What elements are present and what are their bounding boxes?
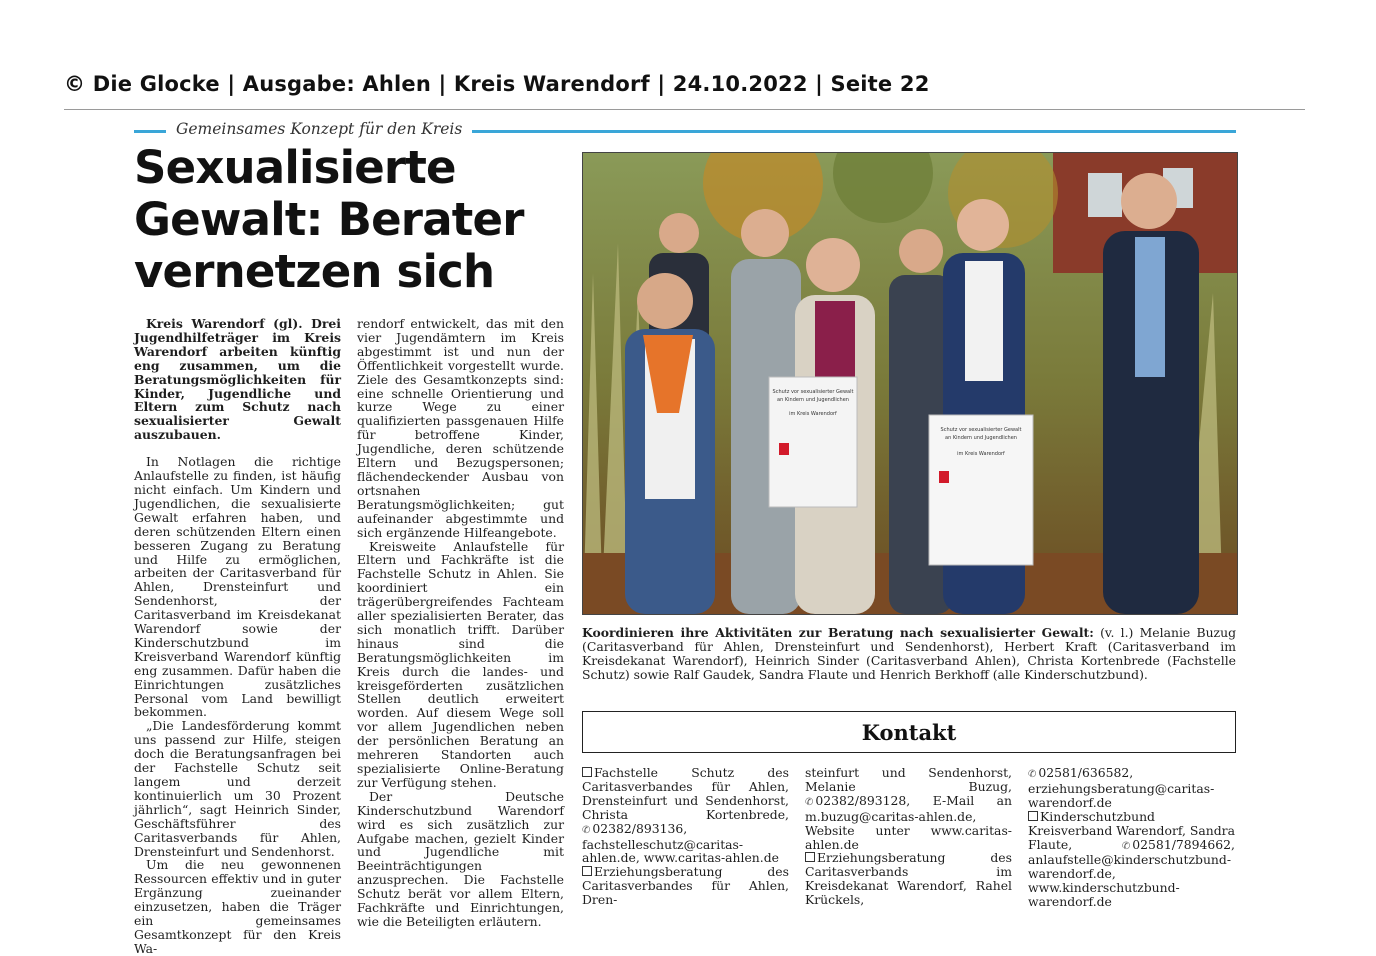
poster-text: an Kindern und Jugendlichen [945,435,1017,441]
article-headline [134,142,574,298]
kicker-rule-left [134,130,166,133]
poster-text: im Kreis Warendorf [957,451,1005,457]
article-photo [582,152,1238,615]
headline-line-3: vernetzen sich [134,245,495,298]
headline-line-2: Gewalt: Berater [134,193,524,246]
square-bullet-icon [582,767,592,777]
kicker-text: Gemeinsames Konzept für den Kreis [176,120,463,138]
poster-text: im Kreis Warendorf [789,411,837,417]
page-header: © Die Glocke | Ausgabe: Ahlen | Kreis Warendorf | 24.10.2022 | Seite 22 [64,72,930,96]
article-column-1 [134,317,341,956]
square-bullet-icon [582,866,592,876]
kontakt-entry: Fachstelle Schutz des Caritasverbandes für Ahlen, Drensteinfurt und Sendenhorst, Christa Kortenbrede, [582,765,789,822]
phone-icon: ✆ [805,796,814,808]
headline-line-1: Sexualisierte [134,141,456,194]
phone-icon: ✆ [582,824,591,836]
caption-bold: Koordinieren ihre Aktivitäten zur Beratung nach sexualisierter Gewalt: [582,625,1094,640]
poster-text: Schutz vor sexualisierter Gewalt [940,427,1022,433]
poster-text: an Kindern und Jugendlichen [777,397,849,403]
header-divider [64,109,1305,110]
article-paragraph: Um die neu gewonnenen Ressourcen effektiv und in guter Ergänzung zueinander einzusetzen, haben die Träger ein gemeinsames Gesamtkonzept für den Kreis Wa- [134,857,341,956]
kontakt-entry: 02581/7894662, anlaufstelle@kinderschutzbund-warendorf.de, www.kinderschutzbund-warendorf.de [1028,836,1235,910]
phone-icon: ✆ [1121,840,1131,852]
article-paragraph: In Notlagen die richtige Anlaufstelle zu finden, ist häufig nicht einfach. Um Kindern und Jugendlichen, die sexualisierte Gewalt erfahren haben, und deren schützenden Eltern einen besseren Zugang zu Beratung und Hilfe zu ermöglichen, arbeiten der Caritasverband für Ahlen, Drensteinfurt und Sendenhorst, der Caritasverband im Kreisdekanat Warendorf sowie der Kinderschutzbund im Kreisverband Warendorf künftig eng zusammen. Dafür haben die Einrichtungen zusätzliches Personal vom Land bewilligt bekommen. [134,454,341,720]
article-paragraph: „Die Landesförderung kommt uns passend zur Hilfe, steigen doch die Beratungsanfragen bei der Fachstelle Schutz seit langem und derzeit kontinuierlich um 30 Prozent jährlich“, sagt Heinrich Sinder, Geschäftsführer des Caritasverbands für Ahlen, Drensteinfurt und Sendenhorst. [134,718,341,859]
kontakt-entry: 02581/636582, erziehungsberatung@caritas-warendorf.de [1028,765,1215,810]
photo-caption [582,626,1236,682]
kontakt-entry: 02382/893136, fachstelleschutz@caritas-ahlen.de, www.caritas-ahlen.de [582,820,779,866]
kontakt-entry: steinfurt und Sendenhorst, Melanie Buzug, [805,765,1012,794]
article-paragraph: rendorf entwickelt, das mit den vier Jugendämtern im Kreis abgestimmt ist und nun der Öffentlichkeit vorgestellt wurde. Ziele des Gesamtkonzepts sind: eine schnelle Orientierung und kurze Wege zu einer qualifizierten passgenauen Hilfe für betroffene Kinder, Jugendliche, deren schützende Eltern und Bezugspersonen; flächendeckender Ausbau von ortsnahen Beratungsmöglichkeiten; gut aufeinander abgestimmte und sich ergänzende Hilfeangebote. [357,316,564,540]
article-kicker [134,120,1236,142]
kontakt-entry: 02382/893128, E-Mail an m.buzug@caritas-ahlen.de, Website unter www.caritas-ahlen.de [805,792,1012,852]
kontakt-entry: Erziehungsberatung des Caritasverbandes für Ahlen, Dren- [582,864,789,908]
article-paragraph: Der Deutsche Kinderschutzbund Warendorf wird es sich zusätzlich zur Aufgabe machen, gezielt Kinder und Jugendliche mit Beeinträchtigungen anzusprechen. Die Fachstelle Schutz berät vor allem Eltern, Fachkräfte und Einrichtungen, wie die Beteiligten erläutern. [357,788,564,929]
kontakt-title: Kontakt [582,711,1236,753]
kontakt-column-2 [805,766,1012,907]
article-lead: Kreis Warendorf (gl). Drei Jugendhilfeträger im Kreis Warendorf arbeiten künftig eng zusammen, um die Beratungsmöglichkeiten für Kinder, Jugendliche und Eltern zum Schutz nach sexualisierter Gewalt auszubauen. [134,316,341,443]
kontakt-column-3 [1028,766,1235,909]
kontakt-column-1 [582,766,789,907]
kicker-rule-right [472,130,1236,133]
kontakt-entry: Erziehungsberatung des Caritasverbands im Kreisdekanat Warendorf, Rahel Krückels, [805,850,1012,908]
square-bullet-icon [1028,811,1038,821]
caption-text: (v. l.) Melanie Buzug (Caritasverband für Ahlen, Drensteinfurt und Sendenhorst), Herbert Kraft (Caritasverband im Kreisdekanat Warendorf), Heinrich Sinder (Caritasverband Ahlen), Christa Kortenbrede (Fachstelle Schutz) sowie Ralf Gaudek, Sandra Flaute und Henrich Berkhoff (alle Kinderschutzbund). [582,625,1236,682]
poster-text: Schutz vor sexualisierter Gewalt [772,389,854,395]
group-photo-illustration [583,153,1237,614]
article-paragraph: Kreisweite Anlaufstelle für Eltern und Fachkräfte ist die Fachstelle Schutz in Ahlen. Sie koordiniert ein trägerübergreifendes Fachteam aller spezialisierten Berater, das sich monatlich trifft. Darüber hinaus sind die Beratungsmöglichkeiten im Kreis durch die landes- und kreisgeförderten zusätzlichen Stellen deutlich erweitert worden. Auf diesem Wege soll vor allem Jugendlichen neben der persönlichen Beratung an mehreren Standorten auch spezialisierte Online-Beratung zur Verfügung stehen. [357,538,564,790]
kontakt-entry: Kinderschutzbund Kreisverband Warendorf, Sandra Flaute, [1028,808,1235,852]
phone-icon: ✆ [1028,769,1037,780]
square-bullet-icon [805,852,815,862]
article-column-2 [357,317,564,929]
